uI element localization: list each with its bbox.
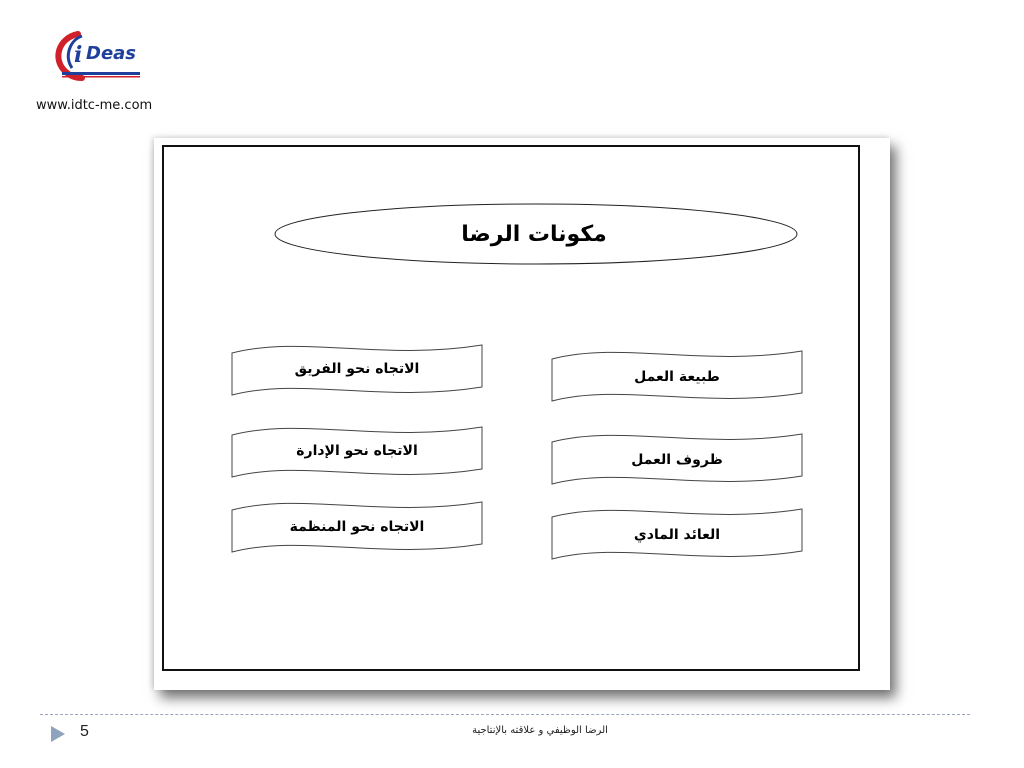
satisfaction-components-diagram [162, 145, 862, 672]
diagram-title: مكونات الرضا [461, 221, 607, 247]
footer-divider [40, 714, 970, 715]
component-team-attitude: الاتجاه نحو الفريق [294, 361, 420, 377]
play-triangle-icon [51, 726, 65, 742]
page-number: 5 [80, 723, 89, 740]
component-management-attitude: الاتجاه نحو الإدارة [296, 443, 418, 459]
site-url[interactable]: www.idtc-me.com [36, 98, 153, 113]
svg-text:i: i [74, 42, 83, 68]
component-work-nature: طبيعة العمل [634, 369, 720, 385]
svg-text:Deas: Deas [86, 43, 137, 64]
footer-title: الرضا الوظيفي و علاقته بالإنتاجية [472, 725, 608, 736]
component-financial-return: العائد المادي [633, 527, 721, 543]
component-organization-attitude: الاتجاه نحو المنظمة [289, 519, 425, 535]
company-logo [48, 26, 144, 88]
component-work-conditions: ظروف العمل [631, 452, 723, 468]
